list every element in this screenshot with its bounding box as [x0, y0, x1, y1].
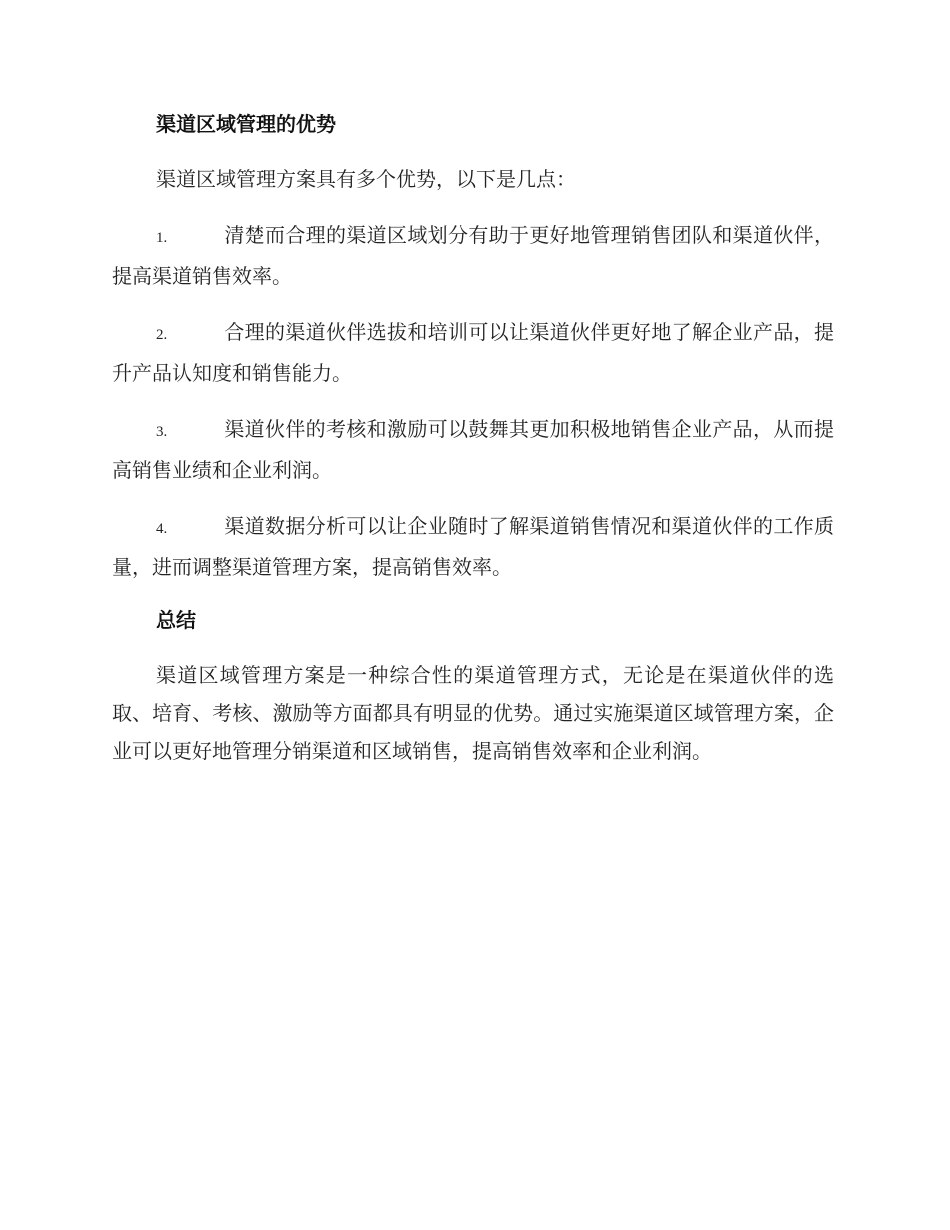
document-page — [112, 108, 834, 788]
list-item-text: 清楚而合理的渠道区域划分有助于更好地管理销售团队和渠道伙伴，提高渠道销售效率。 — [112, 223, 834, 288]
list-number: 2. — [156, 327, 168, 343]
list-item — [112, 216, 834, 295]
list-item — [112, 410, 834, 489]
list-number: 3. — [156, 424, 168, 440]
list-item — [112, 313, 834, 392]
list-item-text: 渠道伙伴的考核和激励可以鼓舞其更加积极地销售企业产品，从而提高销售业绩和企业利润。 — [112, 417, 834, 482]
summary-paragraph: 渠道区域管理方案是一种综合性的渠道管理方式，无论是在渠道伙伴的选取、培育、考核、激励等方面都具有明显的优势。通过实施渠道区域管理方案，企业可以更好地管理分销渠道和区域销售，提高销售效率和企业利润。 — [112, 663, 834, 763]
list-item-text: 合理的渠道伙伴选拔和培训可以让渠道伙伴更好地了解企业产品，提升产品认知度和销售能力。 — [112, 320, 834, 385]
section-heading-advantages: 渠道区域管理的优势 — [156, 112, 336, 136]
section-heading-summary: 总结 — [156, 608, 196, 632]
list-item-text: 渠道数据分析可以让企业随时了解渠道销售情况和渠道伙伴的工作质量，进而调整渠道管理方案，提高销售效率。 — [112, 514, 834, 579]
list-number: 1. — [156, 230, 168, 246]
list-number: 4. — [156, 521, 168, 537]
list-item — [112, 507, 834, 586]
intro-paragraph: 渠道区域管理方案具有多个优势，以下是几点： — [156, 167, 576, 191]
